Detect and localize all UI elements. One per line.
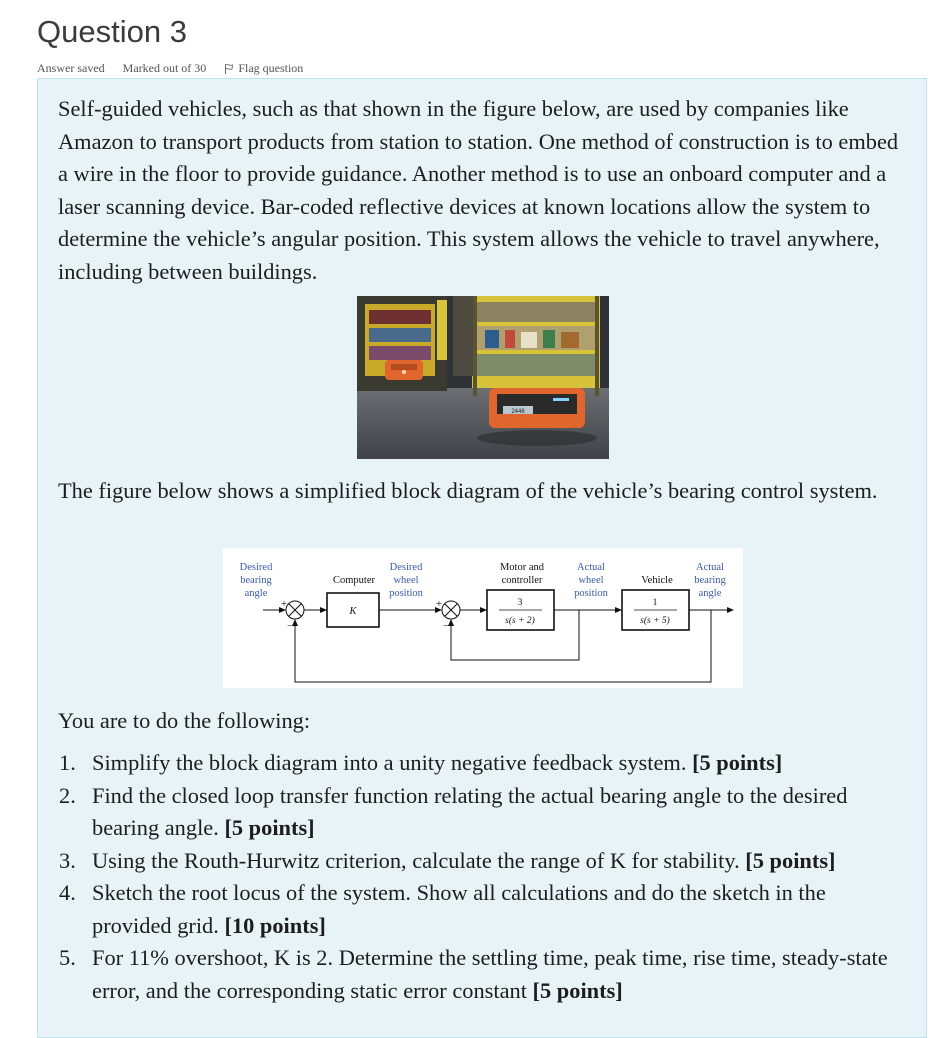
input-label-2: bearing — [240, 575, 272, 586]
motor-label-2: controller — [501, 575, 543, 586]
task-number: 1. — [59, 750, 76, 775]
task-item — [50, 942, 900, 1007]
robot-label: 2446 — [511, 409, 525, 415]
sum1-plus: + — [281, 599, 287, 610]
motor-denominator: s(s + 2) — [505, 616, 535, 626]
vehicle-numerator: 1 — [652, 598, 658, 608]
input-label-3: angle — [244, 588, 268, 599]
computer-gain: K — [349, 606, 357, 617]
input-label-1: Desired — [239, 562, 273, 573]
intro-paragraph: Self-guided vehicles, such as that shown in the figure below, are used by companies like Amazon to transport products from station to station. One method of construction is to embed a wire in the floor to provide guidance. Another method is to use an onboard computer and a laser scanning device. Bar-coded reflective devices at known locations allow the system to determine the vehicle’s angular position. This system allows the vehicle to travel anywhere, including between buildings. — [58, 96, 899, 284]
task-points: [5 points] — [745, 847, 836, 873]
task-list — [50, 747, 900, 1007]
actual-wheel-label-2: wheel — [578, 575, 604, 586]
marks-info: Marked out of 30 — [122, 61, 207, 75]
question-content — [37, 78, 927, 1038]
task-item — [50, 845, 900, 878]
actual-wheel-label-1: Actual — [577, 562, 605, 573]
task-item — [50, 877, 900, 942]
sum2-minus: − — [443, 621, 449, 632]
task-points: [5 points] — [224, 815, 315, 840]
task-text: Find the closed loop transfer function relating the actual bearing angle to the desired bearing angle. — [92, 782, 848, 840]
task-number: 4. — [59, 880, 76, 905]
flag-question-label: Flag question — [238, 61, 304, 75]
computer-label: Computer — [333, 575, 375, 586]
task-text: Sketch the root locus of the system. Show all calculations and do the sketch in the provided grid. — [92, 880, 826, 938]
question-title: Question 3 — [37, 14, 187, 49]
desired-wheel-label-3: position — [389, 588, 423, 599]
desired-wheel-label-2: wheel — [393, 575, 419, 586]
answer-status: Answer saved — [37, 61, 105, 75]
task-points: [5 points] — [532, 977, 623, 1003]
actual-wheel-label-3: position — [574, 588, 608, 599]
task-number: 5. — [59, 945, 76, 970]
task-text: For 11% overshoot, K is 2. Determine the settling time, peak time, rise time, steady-state error, and the corresponding static error constant — [92, 945, 888, 1003]
task-text: Simplify the block diagram into a unity negative feedback system. — [92, 750, 687, 775]
vehicle-photo — [357, 296, 609, 459]
task-text: Using the Routh-Hurwitz criterion, calculate the range of K for stability. — [92, 847, 740, 873]
flag-icon — [224, 63, 234, 75]
tasks-intro: You are to do the following: — [58, 708, 311, 733]
flag-question-link[interactable] — [224, 61, 303, 76]
sum2-plus: + — [436, 599, 442, 610]
task-item — [50, 747, 900, 780]
summing-junction-1 — [286, 601, 304, 619]
task-points: [5 points] — [692, 750, 783, 775]
output-label-3: angle — [698, 588, 722, 599]
output-label-2: bearing — [694, 575, 726, 586]
block-diagram — [223, 548, 743, 688]
task-number: 2. — [59, 782, 76, 808]
summing-junction-2 — [442, 601, 460, 619]
vehicle-label: Vehicle — [641, 575, 673, 586]
desired-wheel-label-1: Desired — [389, 562, 423, 573]
motor-numerator: 3 — [517, 598, 523, 608]
task-item — [50, 780, 900, 845]
task-number: 3. — [59, 847, 76, 873]
question-info — [37, 61, 303, 76]
vehicle-denominator: s(s + 5) — [640, 616, 670, 626]
diagram-intro: The figure below shows a simplified block diagram of the vehicle’s bearing control system. — [58, 478, 878, 503]
output-label-1: Actual — [696, 562, 724, 573]
sum1-minus: − — [287, 621, 293, 632]
task-points: [10 points] — [224, 912, 326, 938]
motor-label-1: Motor and — [499, 562, 545, 573]
